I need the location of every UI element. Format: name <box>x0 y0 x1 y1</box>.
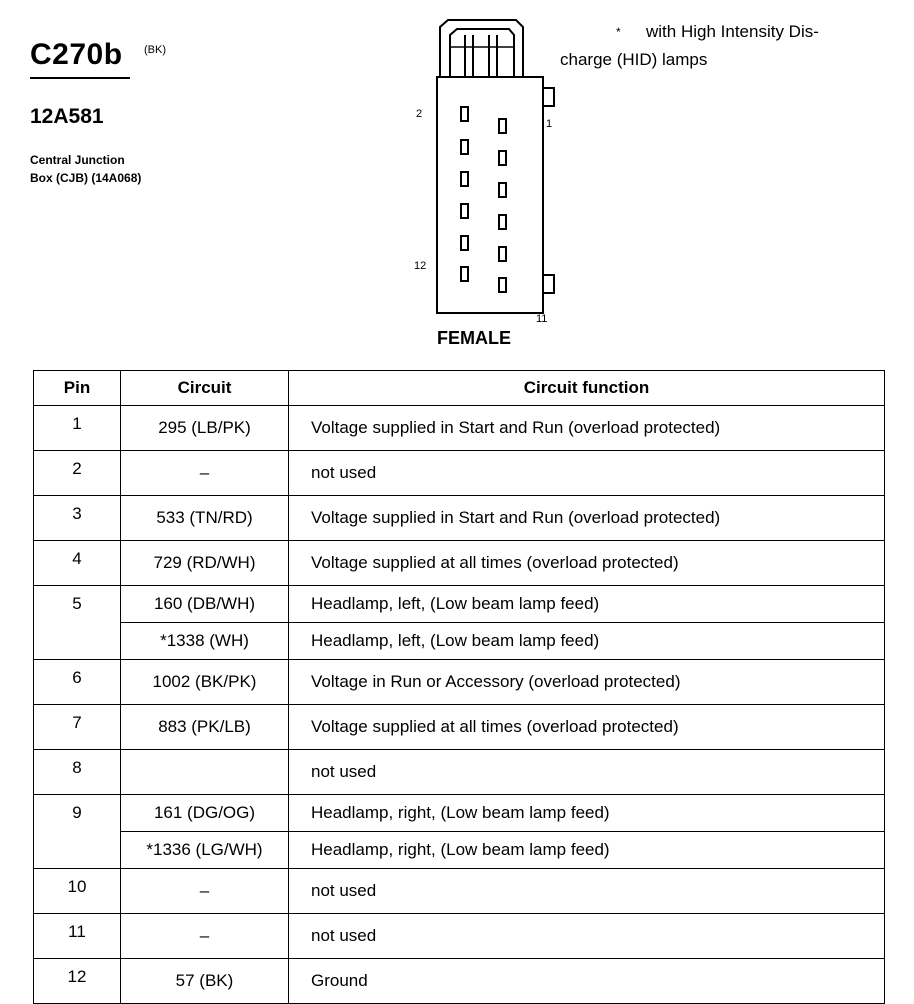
circuit-function-cell: Ground <box>289 959 885 1004</box>
connector-id: C270b <box>30 38 123 71</box>
connector-gender-label: FEMALE <box>437 328 511 348</box>
pin-cavity <box>499 215 506 229</box>
footnote-star: * <box>616 25 621 39</box>
circuit-function-cell: Headlamp, right, (Low beam lamp feed) <box>289 832 885 869</box>
pin-cavity <box>499 119 506 133</box>
circuit-function-cell: Headlamp, right, (Low beam lamp feed) <box>289 795 885 832</box>
circuit-function-cell: not used <box>289 914 885 959</box>
pin-number-cell: 11 <box>34 914 121 959</box>
pin-cavity <box>461 267 468 281</box>
circuit-function-cell: Voltage supplied at all times (overload protected) <box>289 541 885 586</box>
header-circuit-function: Circuit function <box>289 371 885 406</box>
circuit-function-cell: Headlamp, left, (Low beam lamp feed) <box>289 623 885 660</box>
circuit-cell: 729 (RD/WH) <box>121 541 289 586</box>
circuit-function-cell: not used <box>289 869 885 914</box>
circuit-cell: 161 (DG/OG) <box>121 795 289 832</box>
table-row <box>34 541 885 586</box>
circuit-cell: – <box>121 914 289 959</box>
pin-table <box>33 370 885 1004</box>
circuit-function-cell: not used <box>289 451 885 496</box>
table-row <box>34 705 885 750</box>
pin-number-cell: 5 <box>34 586 121 660</box>
circuit-cell: 295 (LB/PK) <box>121 406 289 451</box>
table-row <box>34 451 885 496</box>
pin-number-cell: 3 <box>34 496 121 541</box>
table-row <box>34 832 885 869</box>
circuit-function-cell: Voltage supplied in Start and Run (overload protected) <box>289 406 885 451</box>
table-row <box>34 660 885 705</box>
table-header-row <box>34 371 885 406</box>
pin-cavity <box>461 204 468 218</box>
pin-label-1: 1 <box>546 118 553 130</box>
pin-number-cell: 9 <box>34 795 121 869</box>
footnote-line-2: charge (HID) lamps <box>560 50 708 69</box>
table-row <box>34 914 885 959</box>
pin-cavity <box>499 247 506 261</box>
location-line-1: Central Junction <box>30 153 125 167</box>
circuit-cell: 57 (BK) <box>121 959 289 1004</box>
pin-label-2: 2 <box>416 108 423 120</box>
pin-cavity <box>499 183 506 197</box>
circuit-cell: *1338 (WH) <box>121 623 289 660</box>
pin-table-body <box>34 406 885 1004</box>
circuit-function-cell: Voltage in Run or Accessory (overload protected) <box>289 660 885 705</box>
pin-number-cell: 12 <box>34 959 121 1004</box>
circuit-cell: 1002 (BK/PK) <box>121 660 289 705</box>
pin-cavity <box>499 151 506 165</box>
table-row <box>34 959 885 1004</box>
pin-cavity <box>461 107 468 121</box>
pin-number-cell: 4 <box>34 541 121 586</box>
header-circuit: Circuit <box>121 371 289 406</box>
table-row <box>34 869 885 914</box>
circuit-cell: 160 (DB/WH) <box>121 586 289 623</box>
connector-tab-top <box>543 88 554 106</box>
circuit-cell: – <box>121 869 289 914</box>
pin-number-cell: 10 <box>34 869 121 914</box>
part-number: 12A581 <box>30 105 104 128</box>
title-underline <box>30 77 130 79</box>
pin-label-11: 11 <box>536 313 548 325</box>
connector-face-diagram <box>410 15 555 320</box>
connector-latch-inner <box>450 29 514 77</box>
header-pin: Pin <box>34 371 121 406</box>
circuit-function-cell: Headlamp, left, (Low beam lamp feed) <box>289 586 885 623</box>
pin-cavity <box>461 236 468 250</box>
table-row <box>34 795 885 832</box>
circuit-function-cell: Voltage supplied at all times (overload protected) <box>289 705 885 750</box>
table-row <box>34 496 885 541</box>
pin-number-cell: 7 <box>34 705 121 750</box>
pin-cavity <box>499 278 506 292</box>
pin-cavity <box>461 172 468 186</box>
pin-label-12: 12 <box>414 260 427 272</box>
pin-number-cell: 2 <box>34 451 121 496</box>
table-row <box>34 750 885 795</box>
connector-body <box>437 77 543 313</box>
circuit-function-cell: not used <box>289 750 885 795</box>
table-row <box>34 623 885 660</box>
pin-cavity <box>461 140 468 154</box>
connector-tab-bottom <box>543 275 554 293</box>
pin-number-cell: 6 <box>34 660 121 705</box>
circuit-cell: *1336 (LG/WH) <box>121 832 289 869</box>
footnote-line-1: with High Intensity Dis- <box>646 22 819 41</box>
location-line-2: Box (CJB) (14A068) <box>30 171 142 185</box>
circuit-function-cell: Voltage supplied in Start and Run (overload protected) <box>289 496 885 541</box>
circuit-cell: 883 (PK/LB) <box>121 705 289 750</box>
circuit-cell <box>121 750 289 795</box>
circuit-cell: – <box>121 451 289 496</box>
pin-number-cell: 1 <box>34 406 121 451</box>
pin-number-cell: 8 <box>34 750 121 795</box>
table-row <box>34 406 885 451</box>
connector-color-code: (BK) <box>144 44 166 56</box>
table-row <box>34 586 885 623</box>
circuit-cell: 533 (TN/RD) <box>121 496 289 541</box>
